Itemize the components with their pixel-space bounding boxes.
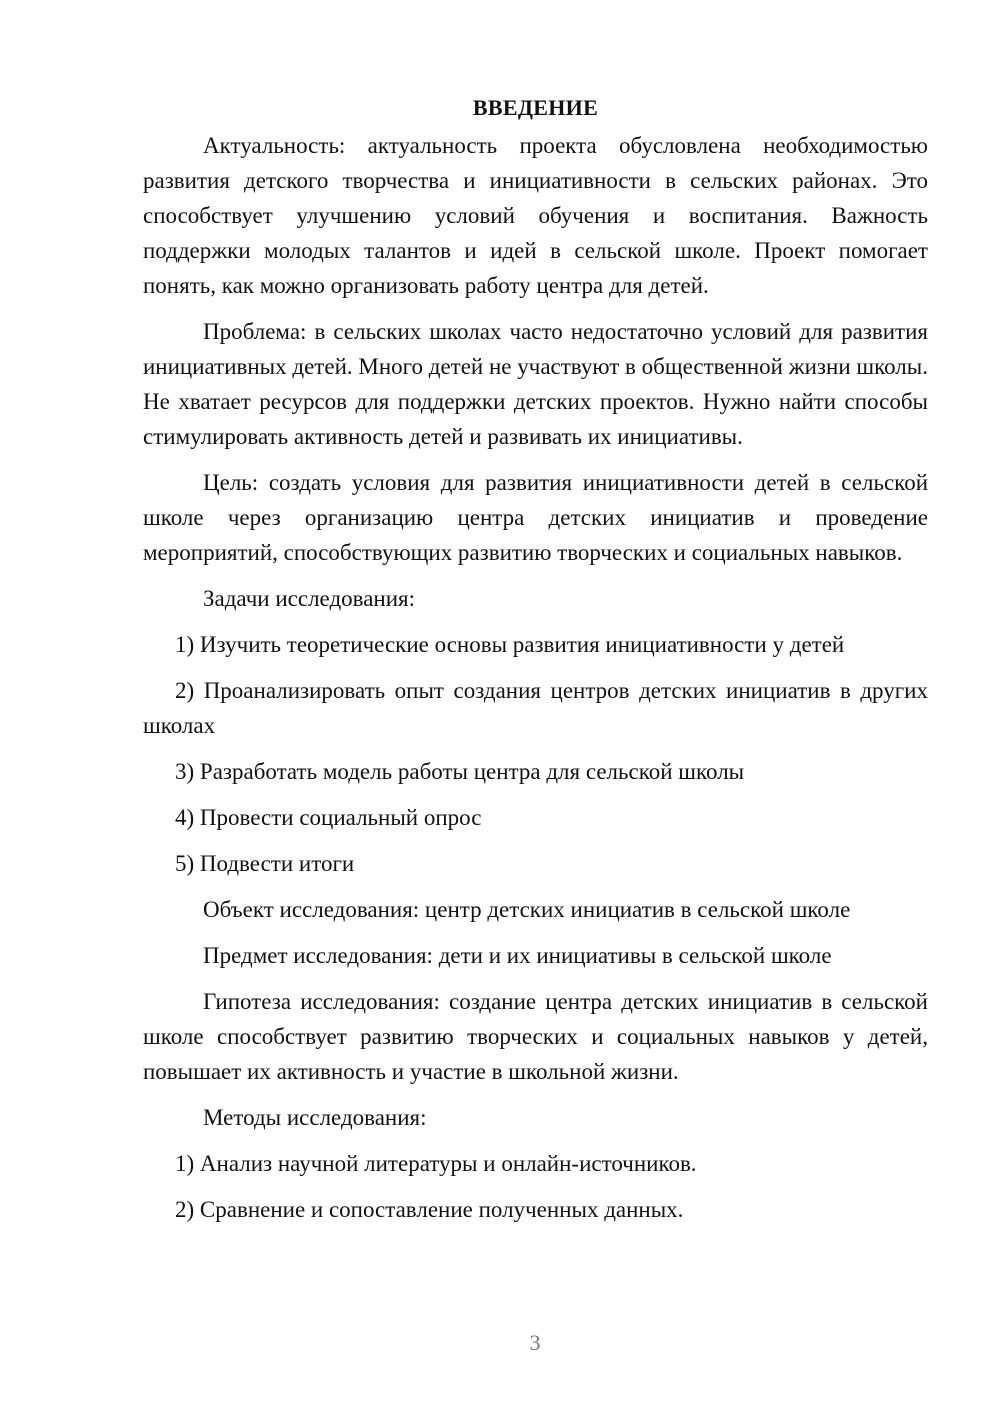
task-item-2: 2) Проанализировать опыт создания центров детских инициатив в других школах [143,678,928,738]
task-item-3: 3) Разработать модель работы центра для сельской школы [175,759,745,784]
research-object: Объект исследования: центр детских инициатив в сельской школе [203,897,851,922]
tasks-heading: Задачи исследования: [203,586,416,611]
method-item-1: 1) Анализ научной литературы и онлайн-источников. [175,1151,697,1176]
method-item-2: 2) Сравнение и сопоставление полученных данных. [175,1197,684,1222]
task-item-1: 1) Изучить теоретические основы развития инициативности у детей [175,632,845,657]
methods-heading: Методы исследования: [203,1105,427,1130]
task-item-5: 5) Подвести итоги [175,851,355,876]
task-item-4: 4) Провести социальный опрос [175,805,482,830]
problem-paragraph: Проблема: в сельских школах часто недостаточно условий для развития инициативных детей. Много детей не участвуют в общественной жизни школы. Не хватает ресурсов для поддержки детских проектов. Нужно найти способы стимулировать активность детей и развивать их инициативы. [143,319,928,449]
hypothesis-paragraph: Гипотеза исследования: создание центра детских инициатив в сельской школе способствует развитию творческих и социальных навыков у детей, повышает их активность и участие в школьной жизни. [143,989,928,1084]
page-number: 3 [529,1330,541,1355]
relevance-paragraph: Актуальность: актуальность проекта обусловлена необходимостью развития детского творчества и инициативности в сельских районах. Это способствует улучшению условий обучения и воспитания. Важность поддержки молодых талантов и идей в сельской школе. Проект помогает понять, как можно организовать работу центра для детей. [143,133,928,298]
research-subject: Предмет исследования: дети и их инициативы в сельской школе [203,943,832,968]
page-content [143,92,928,1238]
page-title: ВВЕДЕНИЕ [472,95,599,120]
goal-paragraph: Цель: создать условия для развития инициативности детей в сельской школе через организацию центра детских инициатив и проведение мероприятий, способствующих развитию творческих и социальных навыков. [143,470,928,565]
